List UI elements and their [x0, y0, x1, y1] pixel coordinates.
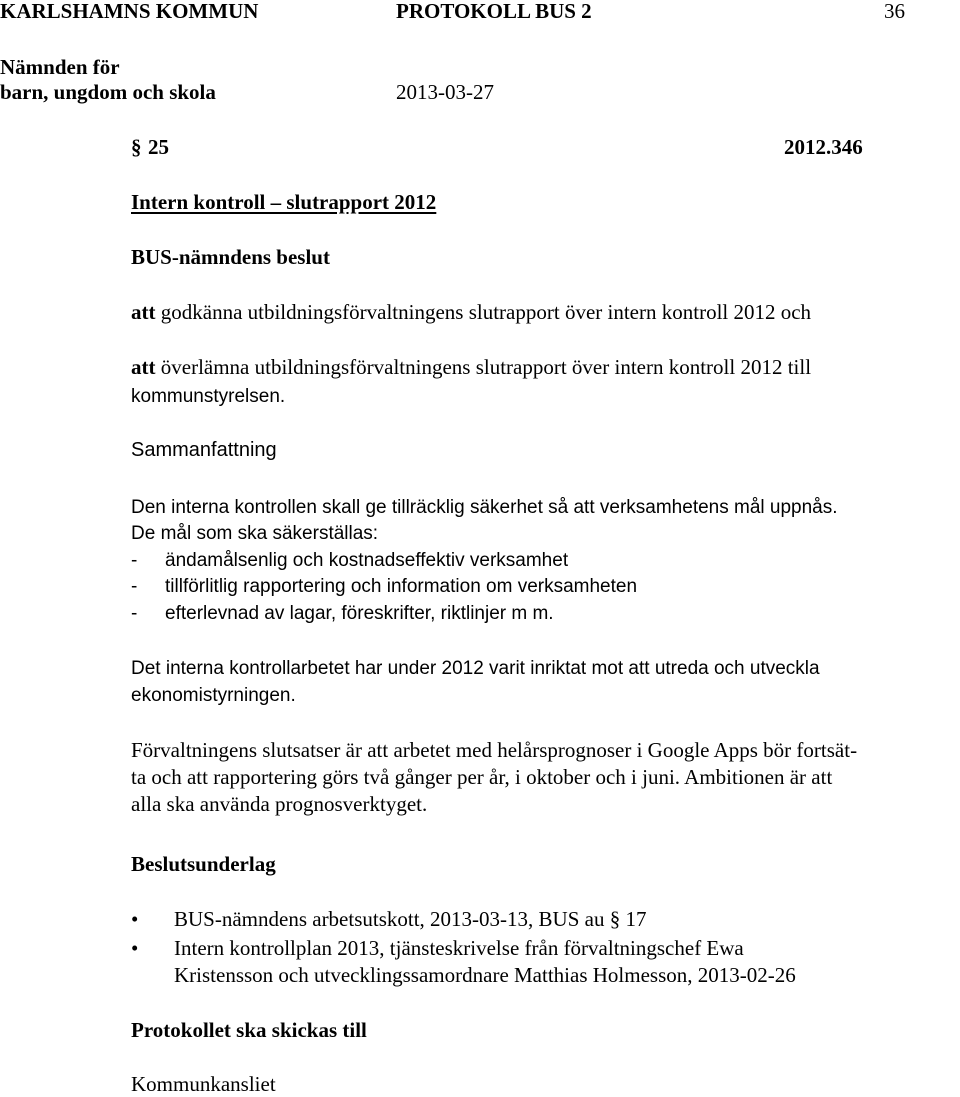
page-number: 36 — [884, 0, 905, 23]
basis-item — [131, 936, 921, 961]
case-number: 2012.346 — [784, 135, 863, 159]
summary-paragraph2-line2: ekonomistyrningen. — [131, 685, 296, 706]
decision-heading: BUS-nämndens beslut — [131, 245, 330, 269]
section-symbol: § — [131, 135, 142, 159]
document-title: Intern kontroll – slutrapport 2012 — [131, 190, 437, 214]
goal-text: efterlevnad av lagar, föreskrifter, riktlinjer m m. — [165, 603, 554, 624]
basis-text: Intern kontrollplan 2013, tjänsteskrivelse från förvaltningschef Ewa — [174, 936, 744, 960]
goal-item: - efterlevnad av lagar, föreskrifter, riktlinjer m m. — [131, 603, 554, 624]
goal-item: - tillförlitlig rapportering och information om verksamheten — [131, 576, 638, 597]
municipality-name: KARLSHAMNS KOMMUN — [0, 0, 259, 23]
conclusion-line3: alla ska använda prognosverktyget. — [131, 792, 428, 816]
decision-text: godkänna utbildningsförvaltningens slutrapport över intern kontroll 2012 och — [155, 300, 812, 324]
board-name-line2: barn, ungdom och skola — [0, 80, 216, 104]
basis-section-ref: § 17 — [609, 907, 647, 931]
decision-item-2-continuation: kommunstyrelsen. — [131, 386, 286, 407]
goal-text: tillförlitlig rapportering och information om verksamheten — [165, 576, 638, 597]
meeting-date: 2013-03-27 — [396, 80, 494, 104]
protocol-title: PROTOKOLL BUS 2 — [396, 0, 592, 23]
bullet-icon: • — [131, 907, 139, 931]
decision-keyword: att — [131, 355, 156, 379]
goal-item: - ändamålsenlig och kostnadseffektiv verksamhet — [131, 550, 569, 571]
basis-text: Kristensson och utvecklingssamordnare Matthias Holmesson, 2013-02-26 — [174, 963, 796, 987]
conclusion-line1: Förvaltningens slutsatser är att arbetet med helårsprognoser i Google Apps bör fortsät- — [131, 738, 858, 762]
basis-item-continuation — [131, 963, 921, 988]
summary-heading: Sammanfattning — [131, 439, 277, 461]
summary-paragraph2-line1: Det interna kontrollarbetet har under 2012 varit inriktat mot att utreda och utveckla — [131, 658, 820, 679]
conclusion-line2: ta och att rapportering görs två gånger per år, i oktober och i juni. Ambitionen är att — [131, 765, 833, 789]
basis-heading: Beslutsunderlag — [131, 852, 276, 876]
bullet-icon: • — [131, 936, 139, 960]
decision-item-1 — [131, 300, 921, 325]
decision-text: överlämna utbildningsförvaltningens slutrapport över intern kontroll 2012 till — [155, 355, 812, 379]
decision-keyword: att — [131, 300, 156, 324]
distribution-recipient: Kommunkansliet — [131, 1072, 276, 1096]
basis-item — [131, 907, 921, 932]
board-name-line1: Nämnden för — [0, 55, 120, 79]
summary-intro-line2: De mål som ska säkerställas: — [131, 523, 379, 544]
section-number: 25 — [148, 135, 169, 159]
distribution-heading: Protokollet ska skickas till — [131, 1018, 367, 1042]
summary-intro-line1: Den interna kontrollen skall ge tillräcklig säkerhet så att verksamhetens mål uppnås. — [131, 497, 838, 518]
decision-item-2 — [131, 355, 921, 380]
basis-text: BUS-nämndens arbetsutskott, 2013-03-13, BUS au — [174, 907, 610, 931]
goal-text: ändamålsenlig och kostnadseffektiv verksamhet — [165, 550, 569, 571]
